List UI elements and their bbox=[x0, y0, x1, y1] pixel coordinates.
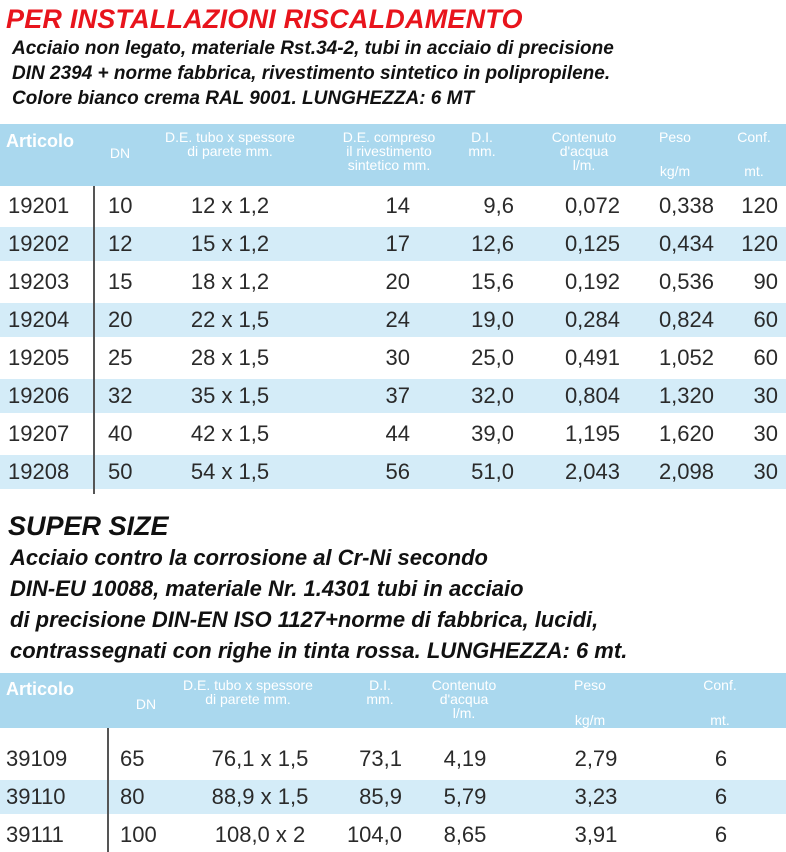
header-conf-unit: mt. bbox=[710, 712, 730, 728]
cell-di: 19,0 bbox=[471, 307, 514, 332]
table-row bbox=[0, 742, 786, 776]
cell-art: 19206 bbox=[8, 383, 70, 408]
cell-dn: 15 bbox=[108, 269, 133, 294]
cell-dec: 56 bbox=[385, 459, 410, 484]
header-articolo: Articolo bbox=[6, 131, 75, 151]
section1-desc-line: DIN 2394 + norme fabbrica, rivestimento sintetico in polipropilene. bbox=[12, 63, 611, 84]
cell-dn: 25 bbox=[108, 345, 133, 370]
table2-header bbox=[0, 673, 786, 728]
header-contenuto-1: Contenuto bbox=[431, 677, 497, 693]
cell-dn: 10 bbox=[108, 193, 133, 218]
cell-art: 39109 bbox=[6, 746, 68, 771]
cell-di: 73,1 bbox=[359, 746, 402, 771]
header-contenuto-3: l/m. bbox=[572, 157, 596, 173]
cell-peso: 3,91 bbox=[574, 822, 618, 847]
cell-dn: 12 bbox=[108, 231, 133, 256]
section1-title: PER INSTALLAZIONI RISCALDAMENTO bbox=[6, 4, 523, 34]
cell-de: 76,1 x 1,5 bbox=[211, 746, 309, 771]
cell-cont: 0,192 bbox=[564, 269, 620, 294]
section2-desc-line: Acciaio contro la corrosione al Cr-Ni secondo bbox=[10, 545, 488, 570]
cell-conf: 6 bbox=[714, 746, 728, 771]
cell-conf: 30 bbox=[753, 459, 778, 484]
section2-title: SUPER SIZE bbox=[8, 511, 169, 541]
cell-peso: 2,79 bbox=[574, 746, 618, 771]
header-de-tubo-1: D.E. tubo x spessore bbox=[165, 129, 295, 145]
cell-dn: 40 bbox=[108, 421, 133, 446]
cell-cont: 5,79 bbox=[443, 784, 487, 809]
header-conf: Conf. bbox=[703, 677, 737, 693]
header-articolo: Articolo bbox=[6, 679, 75, 699]
cell-cont: 0,072 bbox=[564, 193, 620, 218]
header-di-2: mm. bbox=[366, 691, 394, 707]
cell-dec: 30 bbox=[385, 345, 410, 370]
table1-divider bbox=[93, 186, 95, 494]
cell-peso: 0,824 bbox=[658, 307, 714, 332]
cell-di: 51,0 bbox=[471, 459, 514, 484]
header-peso: Peso bbox=[574, 677, 606, 693]
header-contenuto-2: d'acqua bbox=[439, 691, 489, 707]
cell-di: 32,0 bbox=[471, 383, 514, 408]
cell-di: 85,9 bbox=[359, 784, 402, 809]
cell-dec: 14 bbox=[385, 193, 410, 218]
header-de-tubo-2: di parete mm. bbox=[187, 143, 273, 159]
cell-di: 39,0 bbox=[471, 421, 514, 446]
header-di-2: mm. bbox=[468, 143, 496, 159]
header-contenuto-2: d'acqua bbox=[559, 143, 609, 159]
cell-art: 19205 bbox=[8, 345, 70, 370]
cell-dn: 50 bbox=[108, 459, 133, 484]
table-row bbox=[0, 455, 786, 489]
cell-dec: 17 bbox=[385, 231, 410, 256]
header-di-1: D.I. bbox=[471, 129, 493, 145]
cell-peso: 0,536 bbox=[658, 269, 714, 294]
header-de-compreso-3: sintetico mm. bbox=[347, 157, 431, 173]
cell-cont: 0,284 bbox=[564, 307, 620, 332]
cell-de: 15 x 1,2 bbox=[190, 231, 270, 256]
cell-de: 42 x 1,5 bbox=[190, 421, 270, 446]
cell-conf: 6 bbox=[714, 822, 728, 847]
cell-cont: 0,804 bbox=[564, 383, 620, 408]
cell-de: 35 x 1,5 bbox=[190, 383, 270, 408]
cell-dec: 24 bbox=[385, 307, 410, 332]
cell-cont: 4,19 bbox=[443, 746, 487, 771]
header-contenuto-3: l/m. bbox=[452, 705, 476, 721]
cell-de: 88,9 x 1,5 bbox=[211, 784, 309, 809]
cell-art: 19202 bbox=[8, 231, 70, 256]
cell-dec: 20 bbox=[385, 269, 410, 294]
header-de-tubo-2: di parete mm. bbox=[205, 691, 291, 707]
section2-desc-line: di precisione DIN-EN ISO 1127+norme di fabbrica, lucidi, bbox=[10, 607, 599, 632]
cell-de: 28 x 1,5 bbox=[190, 345, 270, 370]
section2-desc-line: DIN-EU 10088, materiale Nr. 1.4301 tubi in acciaio bbox=[10, 576, 524, 601]
table-row bbox=[0, 780, 786, 814]
cell-dec: 44 bbox=[385, 421, 410, 446]
cell-art: 19201 bbox=[8, 193, 70, 218]
table-row bbox=[0, 417, 786, 451]
cell-di: 12,6 bbox=[471, 231, 514, 256]
table-row bbox=[0, 227, 786, 261]
table-row bbox=[0, 341, 786, 375]
header-conf-unit: mt. bbox=[744, 163, 764, 179]
cell-dec: 37 bbox=[385, 383, 410, 408]
header-conf: Conf. bbox=[737, 129, 771, 145]
cell-dn: 65 bbox=[120, 746, 145, 771]
header-peso: Peso bbox=[659, 129, 691, 145]
cell-cont: 1,195 bbox=[564, 421, 620, 446]
section1-desc-line: Colore bianco crema RAL 9001. LUNGHEZZA: 6 MT bbox=[12, 88, 475, 109]
table2-divider bbox=[107, 728, 109, 852]
section2-desc-line: contrassegnati con righe in tinta rossa. LUNGHEZZA: 6 mt. bbox=[10, 638, 628, 663]
cell-peso: 2,098 bbox=[658, 459, 714, 484]
cell-dn: 32 bbox=[108, 383, 133, 408]
cell-di: 25,0 bbox=[471, 345, 514, 370]
cell-peso: 1,320 bbox=[658, 383, 714, 408]
cell-de: 54 x 1,5 bbox=[190, 459, 270, 484]
cell-peso: 1,620 bbox=[658, 421, 714, 446]
cell-de: 22 x 1,5 bbox=[190, 307, 270, 332]
cell-dn: 100 bbox=[120, 822, 157, 847]
table1-header bbox=[0, 124, 786, 186]
cell-cont: 0,491 bbox=[564, 345, 620, 370]
table-row bbox=[0, 818, 786, 852]
cell-art: 19207 bbox=[8, 421, 70, 446]
cell-conf: 6 bbox=[714, 784, 728, 809]
cell-dn: 20 bbox=[108, 307, 133, 332]
cell-cont: 2,043 bbox=[564, 459, 620, 484]
cell-de: 12 x 1,2 bbox=[190, 193, 270, 218]
cell-peso: 3,23 bbox=[574, 784, 618, 809]
cell-peso: 0,338 bbox=[658, 193, 714, 218]
cell-conf: 60 bbox=[753, 345, 778, 370]
cell-art: 19204 bbox=[8, 307, 70, 332]
cell-art: 19203 bbox=[8, 269, 70, 294]
table-row bbox=[0, 303, 786, 337]
cell-conf: 120 bbox=[741, 193, 778, 218]
cell-conf: 60 bbox=[753, 307, 778, 332]
cell-cont: 0,125 bbox=[564, 231, 620, 256]
section1-desc-line: Acciaio non legato, materiale Rst.34-2, tubi in acciaio di precisione bbox=[12, 38, 614, 59]
cell-cont: 8,65 bbox=[443, 822, 487, 847]
cell-art: 19208 bbox=[8, 459, 70, 484]
cell-di: 15,6 bbox=[471, 269, 514, 294]
cell-peso: 0,434 bbox=[658, 231, 714, 256]
header-peso-unit: kg/m bbox=[659, 163, 691, 179]
cell-di: 104,0 bbox=[346, 822, 402, 847]
cell-di: 9,6 bbox=[483, 193, 514, 218]
header-dn: DN bbox=[109, 145, 131, 161]
table-row bbox=[0, 265, 786, 299]
header-dn: DN bbox=[135, 696, 157, 712]
cell-art: 39111 bbox=[6, 822, 64, 847]
header-di-1: D.I. bbox=[369, 677, 391, 693]
cell-conf: 120 bbox=[741, 231, 778, 256]
cell-de: 108,0 x 2 bbox=[214, 822, 306, 847]
header-contenuto-1: Contenuto bbox=[551, 129, 617, 145]
cell-de: 18 x 1,2 bbox=[190, 269, 270, 294]
header-de-compreso-2: il rivestimento bbox=[346, 143, 432, 159]
cell-conf: 30 bbox=[753, 383, 778, 408]
cell-conf: 30 bbox=[753, 421, 778, 446]
table-row bbox=[0, 189, 786, 223]
cell-peso: 1,052 bbox=[658, 345, 714, 370]
header-de-compreso-1: D.E. compreso bbox=[342, 129, 436, 145]
cell-art: 39110 bbox=[6, 784, 66, 809]
cell-dn: 80 bbox=[120, 784, 145, 809]
table-row bbox=[0, 379, 786, 413]
header-de-tubo-1: D.E. tubo x spessore bbox=[183, 677, 313, 693]
cell-conf: 90 bbox=[753, 269, 778, 294]
header-peso-unit: kg/m bbox=[574, 712, 606, 728]
